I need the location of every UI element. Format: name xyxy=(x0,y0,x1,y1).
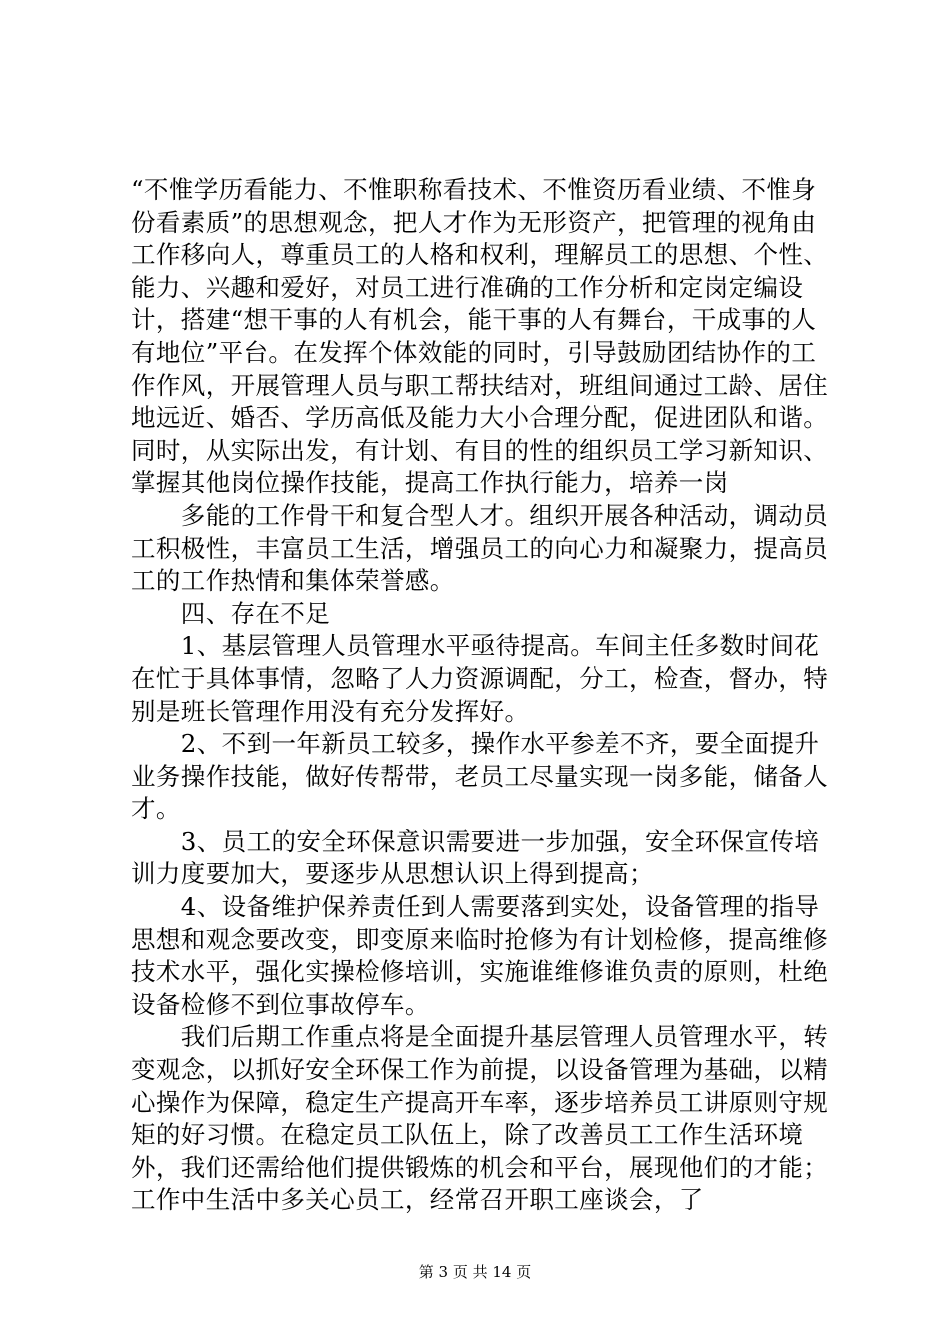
paragraph-item-1: 1、基层管理人员管理水平亟待提高。车间主任多数时间花在忙于具体事情，忽略了人力资源调配，分工，检查，督办，特别是班长管理作用没有充分发挥好。 xyxy=(131,631,829,726)
paragraph-future-work: 我们后期工作重点将是全面提升基层管理人员管理水平，转变观念，以抓好安全环保工作为前提，以设备管理为基础，以精心操作为保障，稳定生产提高开车率，逐步培养员工讲原则守规矩的好习惯。在稳定员工队伍上，除了改善员工工作生活环境外，我们还需给他们提供锻炼的机会和平台，展现他们的才能；工作中生活中多关心员工，经常召开职工座谈会，了 xyxy=(131,1022,829,1215)
paragraph-item-2: 2、不到一年新员工较多，操作水平参差不齐，要全面提升业务操作技能，做好传帮带，老员工尽量实现一岗多能，储备人才。 xyxy=(131,729,829,824)
page-number-footer: 第 3 页 共 14 页 xyxy=(418,1263,532,1281)
paragraph-1: “不惟学历看能力、不惟职称看技术、不惟资历看业绩、不惟身份看素质”的思想观念，把人才作为无形资产，把管理的视角由工作移向人，尊重员工的人格和权利，理解员工的思想、个性、能力、兴趣和爱好，对员工进行准确的工作分析和定岗定编设计，搭建“想干事的人有机会，能干事的人有舞台，干成事的人有地位”平台。在发挥个体效能的同时，引导鼓励团结协作的工作作风，开展管理人员与职工帮扶结对，班组间通过工龄、居住地远近、婚否、学历高低及能力大小合理分配，促进团队和谐。同时，从实际出发，有计划、有目的性的组织员工学习新知识、掌握其他岗位操作技能，提高工作执行能力，培养一岗 xyxy=(131,175,829,498)
document-body xyxy=(131,174,831,1217)
section-heading-shortcomings: 四、存在不足 xyxy=(131,598,331,628)
paragraph-item-4: 4、设备维护保养责任到人需要落到实处，设备管理的指导思想和观念要改变，即变原来临时抢修为有计划检修，提高维修技术水平，强化实操检修培训，实施谁维修谁负责的原则，杜绝设备检修不到位事故停车。 xyxy=(131,892,829,1019)
paragraph-2: 多能的工作骨干和复合型人才。组织开展各种活动，调动员工积极性，丰富员工生活，增强员工的向心力和凝聚力，提高员工的工作热情和集体荣誉感。 xyxy=(131,500,829,596)
paragraph-item-3: 3、员工的安全环保意识需要进一步加强，安全环保宣传培训力度要加大，要逐步从思想认识上得到提高； xyxy=(131,826,820,889)
